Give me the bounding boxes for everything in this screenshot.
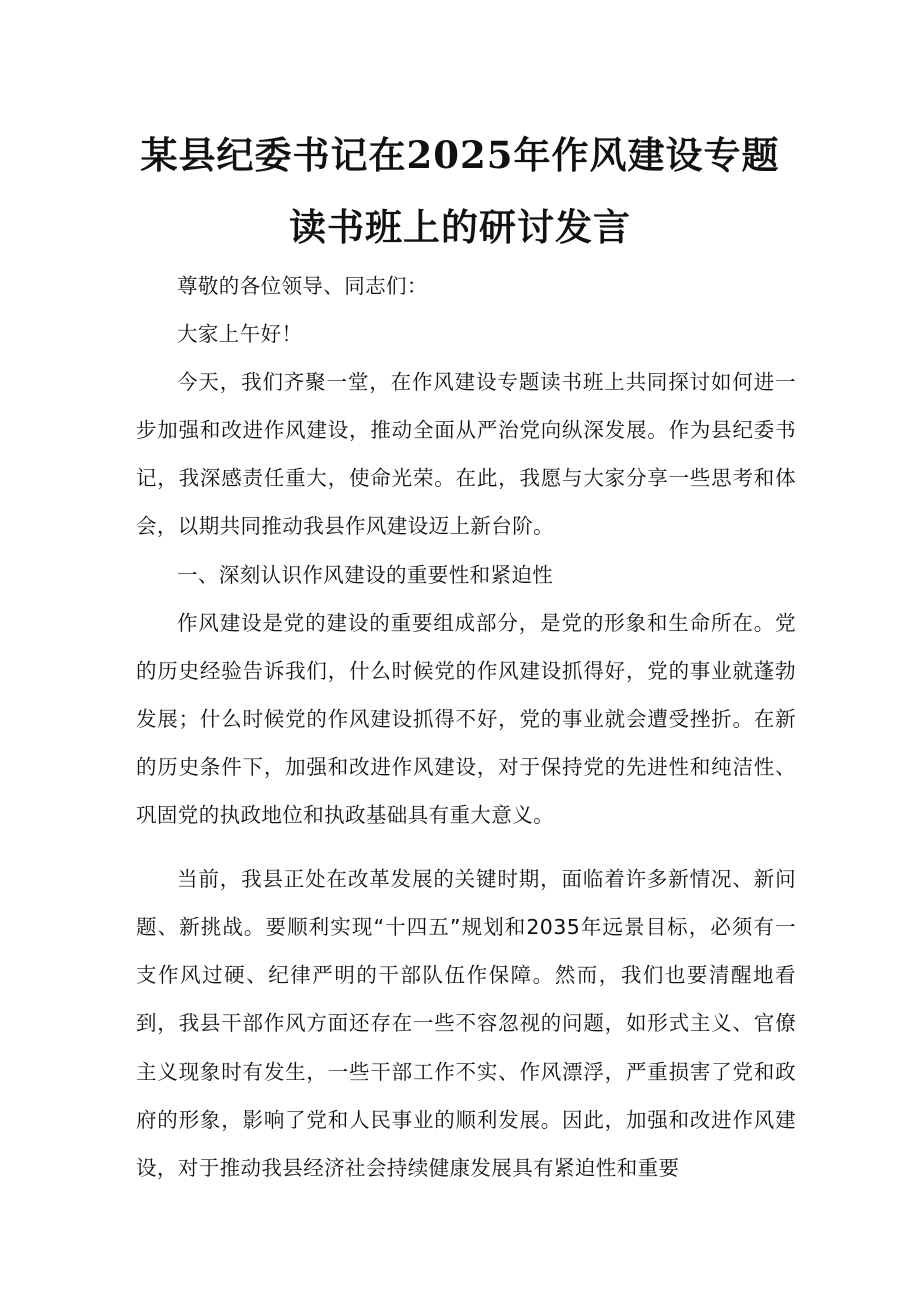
document-title-line-1: 某县纪委书记在2025年作风建设专题 xyxy=(140,133,780,177)
section-heading-1: 一、深刻认识作风建设的重要性和紧迫性 xyxy=(177,562,554,587)
greeting: 大家上午好！ xyxy=(177,322,303,347)
document-body xyxy=(136,262,796,1192)
paragraph-current-situation: 当前，我县正处在改革发展的关键时期，面临着许多新情况、新问题、新挑战。要顺利实现“十四五”规划和2035年远景目标，必须有一支作风过硬、纪律严明的干部队伍作保障。然而，我们也要清醒地看到，我县干部作风方面还存在一些不容忽视的问题，如形式主义、官僚主义现象时有发生，一些干部工作不实、作风漂浮，严重损害了党和政府的形象，影响了党和人民事业的顺利发展。因此，加强和改进作风建设，对于推动我县经济社会持续健康发展具有紧迫性和重要 xyxy=(136,867,796,1180)
document-title-line-2: 读书班上的研讨发言 xyxy=(289,205,631,249)
paragraph-importance: 作风建设是党的建设的重要组成部分，是党的形象和生命所在。党的历史经验告诉我们，什么时候党的作风建设抓得好，党的事业就蓬勃发展；什么时候党的作风建设抓得不好，党的事业就会遭受挫折。在新的历史条件下，加强和改进作风建设，对于保持党的先进性和纯洁性、巩固党的执政地位和执政基础具有重大意义。 xyxy=(136,610,796,828)
paragraph-intro: 今天，我们齐聚一堂，在作风建设专题读书班上共同探讨如何进一步加强和改进作风建设，推动全面从严治党向纵深发展。作为县纪委书记，我深感责任重大，使命光荣。在此，我愿与大家分享一些思考和体会，以期共同推动我县作风建设迈上新台阶。 xyxy=(136,370,796,539)
salutation: 尊敬的各位领导、同志们： xyxy=(177,274,428,298)
